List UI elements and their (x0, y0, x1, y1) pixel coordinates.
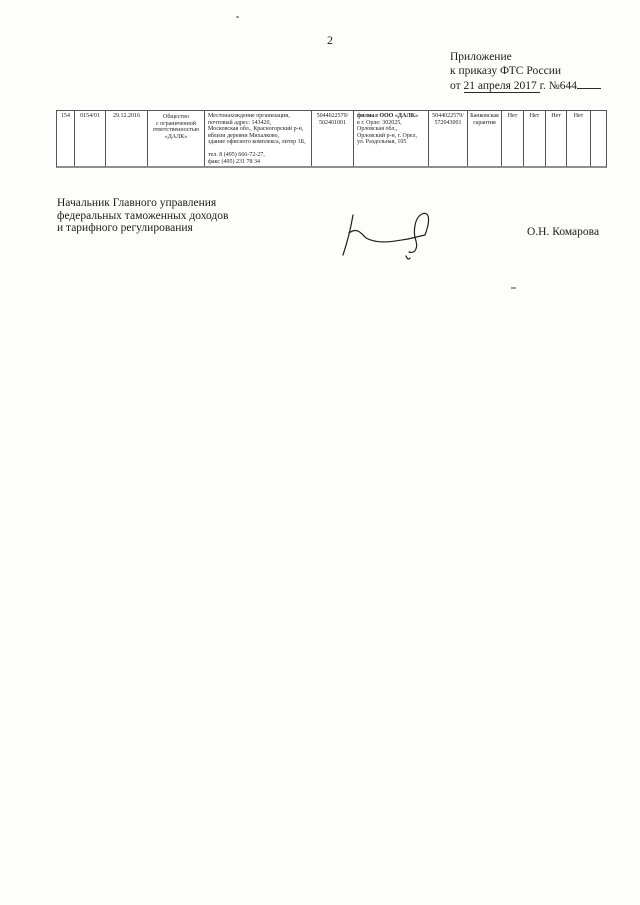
inn-line: 5044022579/ (316, 113, 349, 119)
cell-branch-inn-kpp (429, 111, 468, 166)
cell-org-name (148, 111, 205, 166)
org-name-line: «ДАЛК» (164, 133, 188, 140)
branch-title: филиал ООО «ДАЛК» (357, 113, 419, 119)
cell-certificate-number: 0154/01 (75, 111, 106, 166)
annex-line-1: Приложение (450, 51, 512, 63)
address-line: почтовый адрес: 143420, (208, 119, 272, 126)
address-line: вблизи деревни Михалково, (208, 132, 280, 139)
org-name-line: Общество (163, 114, 189, 120)
address-line: Московская обл., Красногорский р-н, (208, 126, 304, 133)
annex-line-2: к приказу ФТС России (450, 64, 561, 77)
scan-artifact-dash (511, 287, 516, 289)
branch-line: в г. Орле: 302025, (357, 119, 402, 126)
cell-flag-3: Нет (546, 111, 567, 166)
handwritten-signature (335, 205, 445, 267)
org-name-line: с ограниченной (155, 120, 197, 127)
branch-line: ул. Раздольная, 105 (357, 139, 407, 146)
address-line: Местонахождение организации, (208, 113, 290, 119)
address-line: здание офисного комплекса, литер 1Б, (208, 139, 306, 146)
annex-blank-underline (577, 78, 601, 89)
fax-line: факс (495) 231 78 34 (208, 158, 260, 165)
branch-inn-line: 5044022579/ (432, 113, 464, 119)
annex-date-prefix: от (450, 80, 464, 92)
signatory-title (57, 197, 228, 235)
cell-date: 29.12.2016 (106, 111, 148, 166)
cell-guarantee-type (468, 111, 502, 166)
cell-empty (591, 111, 606, 166)
cell-row-index: 154 (57, 111, 75, 166)
cell-flag-4: Нет (567, 111, 591, 166)
annex-header (450, 51, 601, 94)
signatory-title-line: федеральных таможенных доходов (57, 209, 229, 222)
cell-flag-2: Нет (524, 111, 546, 166)
kpp-line: 502401001 (319, 119, 346, 126)
annex-number: г. №644 (539, 80, 578, 92)
cell-org-address (205, 111, 312, 166)
annex-date-underlined: 21 апреля 2017 (463, 80, 540, 92)
cell-branch-address (354, 111, 429, 166)
branch-line: Орловский р-н, г. Орел, (357, 132, 418, 139)
phone-line: тел. 8 (495) 666-72-27, (208, 151, 265, 158)
signatory-name: О.Н. Комарова (527, 226, 600, 238)
signatory-title-line: и тарифного регулирования (57, 222, 193, 235)
annex-line-3 (450, 78, 601, 94)
registry-table (56, 110, 607, 168)
cell-flag-1: Нет (502, 111, 524, 166)
guarantee-line: гарантия (473, 119, 496, 126)
org-name-line: ответственностью (152, 127, 200, 134)
scan-artifact-dot (236, 16, 239, 18)
branch-line: Орловская обл., (357, 126, 398, 133)
signatory-title-line: Начальник Главного управления (57, 197, 217, 209)
page-number: 2 (327, 33, 333, 47)
guarantee-line: Банковская (470, 113, 499, 119)
cell-inn-kpp (312, 111, 354, 166)
branch-kpp-line: 572043001 (434, 119, 462, 126)
